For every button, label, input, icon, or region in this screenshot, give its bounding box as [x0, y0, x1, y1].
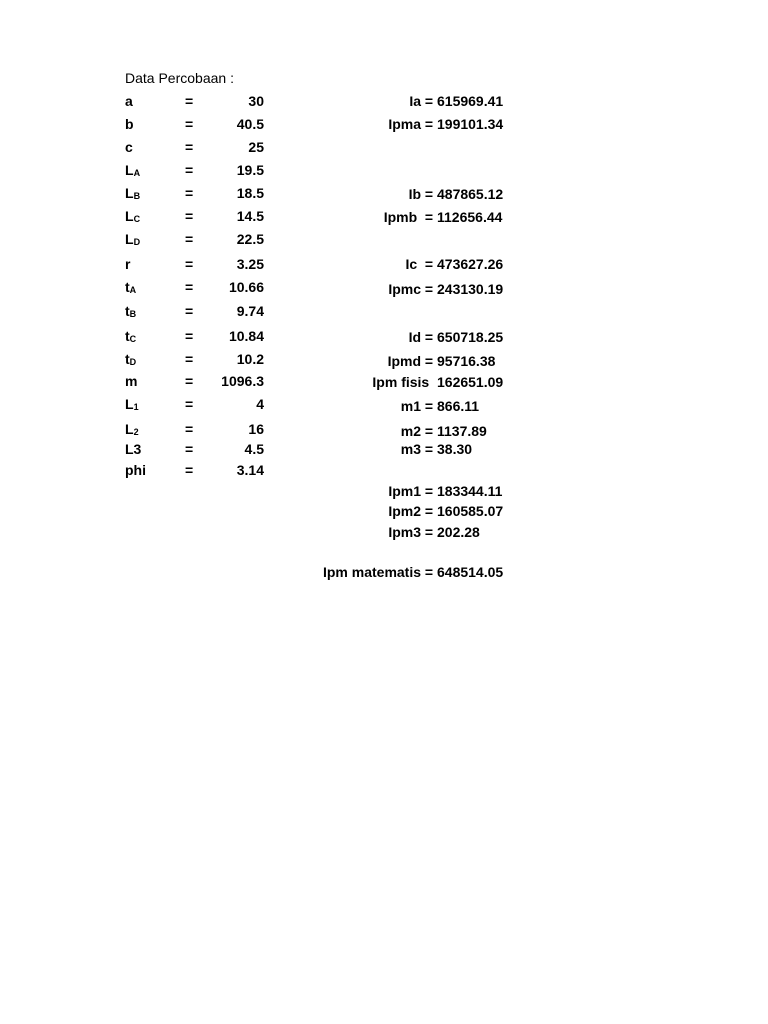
parameter-name	[125, 351, 136, 367]
result-label-text: Ipm1	[388, 483, 422, 499]
result-separator: =	[421, 353, 437, 369]
parameter-symbol: L	[125, 231, 134, 247]
result-value: 487865.12	[437, 186, 504, 202]
parameter-symbol: L3	[125, 441, 142, 457]
result-separator: =	[417, 256, 437, 272]
result-separator: =	[421, 564, 437, 580]
parameter-name	[125, 441, 141, 457]
result-value: 112656.44	[437, 209, 503, 225]
result-value: 473627.26	[437, 256, 504, 272]
parameter-value: 19.5	[236, 162, 264, 178]
equals-sign: =	[185, 396, 194, 412]
parameter-symbol: L	[125, 396, 134, 412]
parameter-value: 40.5	[236, 116, 264, 132]
result-value: 866.11	[437, 398, 480, 414]
result-label-text: Ipmc	[388, 281, 422, 297]
result-separator: =	[421, 441, 437, 457]
parameter-name	[125, 116, 134, 132]
equals-sign: =	[185, 231, 194, 247]
result-separator	[429, 374, 437, 390]
parameter-symbol: c	[125, 139, 133, 155]
parameter-value: 22.5	[236, 231, 264, 247]
result-separator: =	[421, 93, 437, 109]
result-label	[177, 524, 437, 540]
parameter-row	[125, 162, 270, 182]
parameter-value: 10.66	[228, 279, 264, 295]
result-separator: =	[421, 116, 437, 132]
result-label	[177, 483, 437, 499]
parameter-symbol: L	[125, 162, 134, 178]
result-value: 95716.38	[437, 353, 496, 369]
result-label-text: Ib	[408, 186, 422, 202]
result-label-text: Ipm matematis	[322, 564, 422, 580]
result-value: 1137.89	[437, 423, 487, 439]
equals-sign: =	[185, 116, 194, 132]
equals-sign: =	[185, 208, 194, 224]
parameter-value: 4	[256, 396, 264, 412]
result-label-text: Ipma	[388, 116, 422, 132]
parameter-value: 30	[248, 93, 264, 109]
equals-sign: =	[185, 93, 194, 109]
result-value: 202.28	[437, 524, 480, 540]
parameter-row	[125, 462, 270, 482]
result-label	[177, 353, 437, 369]
parameter-value: 3.14	[236, 462, 264, 478]
parameter-row	[125, 139, 270, 159]
parameter-symbol: phi	[125, 462, 146, 478]
parameter-subscript: C	[129, 334, 137, 344]
parameter-symbol: t	[125, 328, 130, 344]
parameter-value: 10.2	[236, 351, 264, 367]
parameter-subscript: D	[129, 357, 137, 367]
parameter-value: 25	[248, 139, 264, 155]
result-separator: =	[421, 398, 437, 414]
result-label	[177, 93, 437, 109]
parameter-name	[125, 373, 137, 389]
parameter-subscript: 1	[133, 402, 139, 412]
result-value: 162651.09	[437, 374, 504, 390]
parameter-row	[125, 231, 270, 251]
parameter-name	[125, 421, 139, 437]
result-separator: =	[421, 483, 437, 499]
result-label-text: Ipmd	[387, 353, 422, 369]
parameter-name	[125, 279, 136, 295]
result-label	[177, 564, 437, 580]
equals-sign: =	[185, 185, 194, 201]
result-label	[177, 374, 437, 390]
parameter-name	[125, 328, 136, 344]
parameter-subscript: B	[133, 191, 141, 201]
result-label	[177, 209, 437, 225]
result-label	[177, 329, 437, 345]
result-label	[177, 186, 437, 202]
parameter-symbol: L	[125, 185, 134, 201]
equals-sign: =	[185, 303, 194, 319]
result-label	[177, 256, 437, 272]
parameter-subscript: 2	[133, 427, 139, 437]
parameter-subscript: C	[133, 214, 141, 224]
parameter-value: 14.5	[236, 208, 264, 224]
result-label-text: m1	[400, 398, 422, 414]
result-label-text: Ia	[409, 93, 422, 109]
parameter-name	[125, 256, 130, 272]
parameter-symbol: b	[125, 116, 134, 132]
result-label-text: Id	[408, 329, 422, 345]
result-value: 648514.05	[437, 564, 504, 580]
result-separator: =	[421, 503, 437, 519]
result-value: 199101.34	[437, 116, 504, 132]
parameter-name	[125, 139, 133, 155]
parameter-symbol: t	[125, 279, 130, 295]
result-separator: =	[417, 209, 437, 225]
parameter-value: 3.25	[236, 256, 264, 272]
result-label	[177, 398, 437, 414]
parameter-value: 1096.3	[221, 373, 264, 389]
equals-sign: =	[185, 421, 194, 437]
result-value: 38.30	[437, 441, 473, 457]
result-value: 160585.07	[437, 503, 504, 519]
parameter-name	[125, 162, 140, 178]
parameter-subscript: A	[133, 168, 141, 178]
parameter-subscript: B	[129, 309, 137, 319]
parameter-name	[125, 231, 140, 247]
equals-sign: =	[185, 162, 194, 178]
parameter-name	[125, 462, 146, 478]
result-label	[177, 423, 437, 439]
result-label-text: Ipm3	[388, 524, 422, 540]
result-label-text: m2	[400, 423, 422, 439]
result-label-text: Ic	[405, 256, 418, 272]
equals-sign: =	[185, 256, 194, 272]
parameter-symbol: L	[125, 208, 134, 224]
result-label	[177, 441, 437, 457]
parameter-name	[125, 303, 136, 319]
parameter-value: 16	[248, 421, 264, 437]
result-label-text: Ipm fisis	[372, 374, 430, 390]
parameter-value: 18.5	[236, 185, 264, 201]
parameter-name	[125, 93, 133, 109]
parameter-name	[125, 185, 140, 201]
parameter-symbol: a	[125, 93, 133, 109]
parameter-name	[125, 208, 140, 224]
result-label-text: m3	[400, 441, 422, 457]
result-value: 243130.19	[437, 281, 504, 297]
parameter-symbol: t	[125, 303, 130, 319]
parameter-value: 9.74	[236, 303, 264, 319]
equals-sign: =	[185, 279, 194, 295]
result-label-text: Ipmb	[383, 209, 418, 225]
result-separator: =	[421, 423, 437, 439]
parameter-row	[125, 303, 270, 323]
parameter-subscript: D	[133, 237, 141, 247]
result-separator: =	[421, 281, 437, 297]
result-separator: =	[421, 329, 437, 345]
equals-sign: =	[185, 373, 194, 389]
equals-sign: =	[185, 328, 194, 344]
parameter-subscript: A	[129, 285, 137, 295]
result-value: 183344.11	[437, 483, 503, 499]
result-separator: =	[421, 186, 437, 202]
equals-sign: =	[185, 139, 194, 155]
result-separator: =	[421, 524, 437, 540]
parameter-symbol: L	[125, 421, 134, 437]
result-label-text: Ipm2	[388, 503, 422, 519]
parameter-symbol: t	[125, 351, 130, 367]
result-label	[177, 281, 437, 297]
data-heading: Data Percobaan :	[125, 70, 234, 86]
result-label	[177, 116, 437, 132]
parameter-symbol: m	[125, 373, 138, 389]
equals-sign: =	[185, 351, 194, 367]
equals-sign: =	[185, 441, 194, 457]
result-label	[177, 503, 437, 519]
parameter-symbol: r	[125, 256, 131, 272]
parameter-name	[125, 396, 139, 412]
parameter-value: 4.5	[244, 441, 264, 457]
equals-sign: =	[185, 462, 194, 478]
result-value: 650718.25	[437, 329, 504, 345]
result-value: 615969.41	[437, 93, 504, 109]
parameter-value: 10.84	[228, 328, 264, 344]
